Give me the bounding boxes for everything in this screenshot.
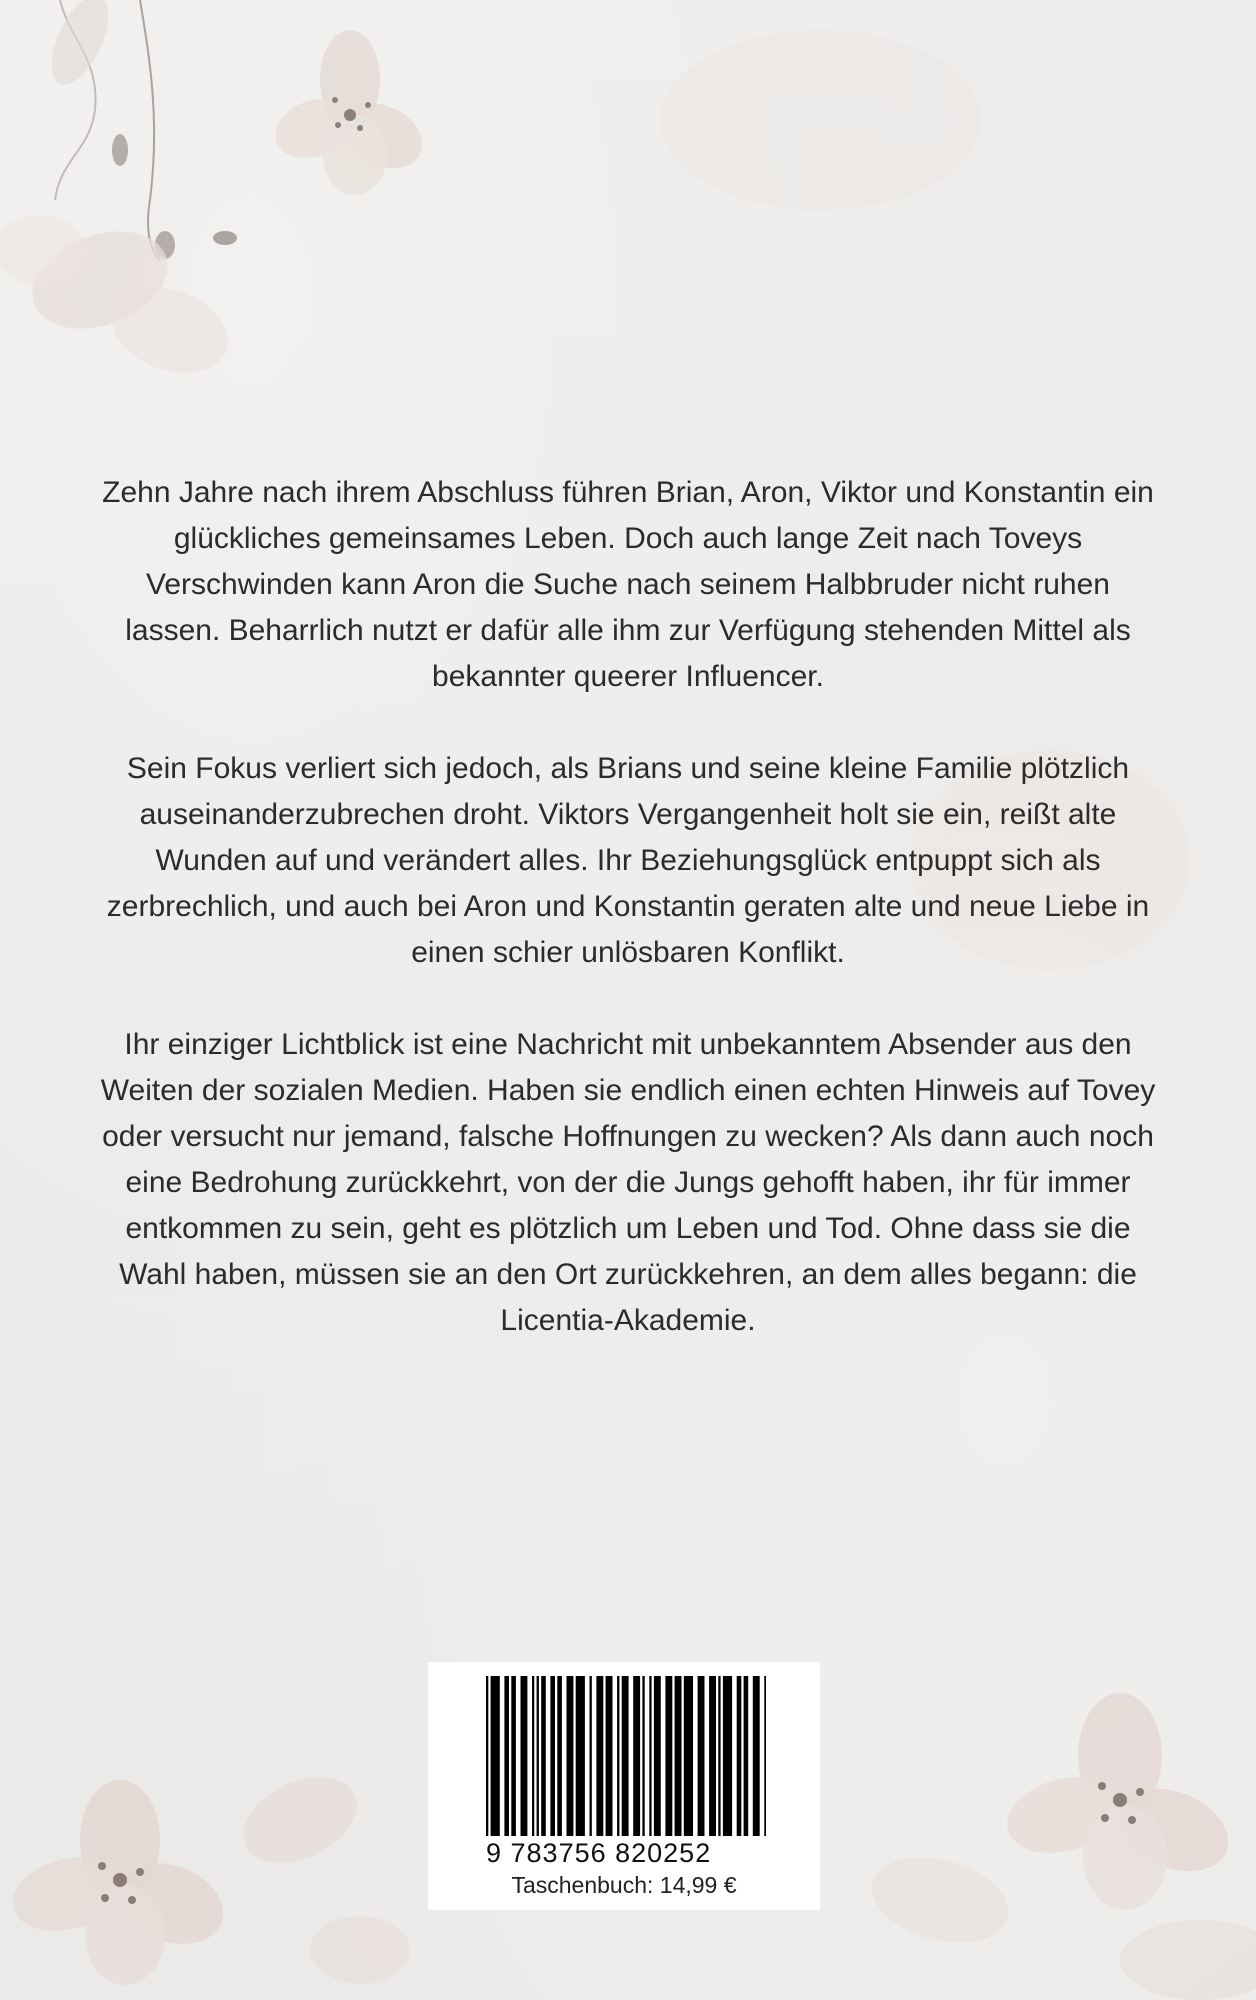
barcode-bar xyxy=(764,1676,766,1836)
barcode-bar xyxy=(511,1676,516,1836)
blurb-paragraph-1: Zehn Jahre nach ihrem Abschluss führen Brian, Aron, Viktor und Konstantin ein glückliches gemeinsames Leben. Doch auch lange Zeit nach Toveys Verschwinden kann Aron die Suche nach seinem Halbbruder nicht ruhen lassen. Beharrlich nutzt er dafür alle ihm zur Verfügung stehenden Mittel als bekannter queerer Influencer. xyxy=(102,476,1154,693)
barcode-bar xyxy=(723,1676,732,1836)
barcode-bar xyxy=(622,1676,629,1836)
bottom-left-flowers xyxy=(5,1760,410,1985)
barcode-bar xyxy=(675,1676,682,1836)
barcode-bar xyxy=(532,1676,534,1836)
barcode-bar xyxy=(550,1676,555,1836)
barcode-bar xyxy=(753,1676,760,1836)
price-label: Taschenbuch: 14,99 € xyxy=(511,1872,737,1898)
barcode-box xyxy=(428,1662,820,1910)
barcode-bar xyxy=(709,1676,716,1836)
blurb-paragraph-3: Ihr einziger Lichtblick ist eine Nachricht mit unbekanntem Absender aus den Weiten der sozialen Medien. Haben sie endlich einen echten Hinweis auf Tovey oder versucht nur jemand, falsche Hoffnungen zu wecken? Als dann auch noch eine Bedrohung zurückkehrt, von der die Jungs gehofft haben, ihr für immer entkommen zu sein, geht es plötzlich um Leben und Tod. Ohne dass sie die Wahl haben, müssen sie an den Ort zurückkehren, an dem alles begann: die Licentia-Akademie. xyxy=(100,1028,1156,1337)
barcode-bar xyxy=(617,1676,619,1836)
barcode-bar xyxy=(504,1676,509,1836)
barcode-bar xyxy=(649,1676,651,1836)
blurb-text xyxy=(100,470,1156,1390)
barcode-bar xyxy=(684,1676,693,1836)
barcode-bar xyxy=(596,1676,603,1836)
barcode-bar xyxy=(567,1676,574,1836)
bottom-right-flowers xyxy=(862,1693,1256,2000)
barcode-bar xyxy=(486,1676,488,1836)
barcode-bar xyxy=(557,1676,562,1836)
barcode-bar xyxy=(576,1676,585,1836)
isbn-barcode xyxy=(486,1676,766,1854)
barcode-bar xyxy=(718,1676,720,1836)
barcode-bar xyxy=(537,1676,539,1836)
barcode-bar xyxy=(744,1676,749,1836)
barcode-bar xyxy=(606,1676,613,1836)
top-left-flowers xyxy=(0,0,433,388)
barcode-bar xyxy=(665,1676,672,1836)
barcode-bar xyxy=(633,1676,640,1836)
blurb-paragraph-2: Sein Fokus verliert sich jedoch, als Brians und seine kleine Familie plötzlich auseinanderzubrechen droht. Viktors Vergangenheit holt sie ein, reißt alte Wunden auf und verändert alles. Ihr Beziehungsglück entpuppt sich als zerbrechlich, und auch bei Aron und Konstantin geraten alte und neue Liebe in einen schier unlösbaren Konflikt. xyxy=(106,752,1150,969)
barcode-bar xyxy=(521,1676,528,1836)
barcode-bar xyxy=(642,1676,644,1836)
barcode-bar xyxy=(698,1676,705,1836)
isbn-digits: 9 783756 820252 xyxy=(486,1838,712,1868)
barcode-bar xyxy=(590,1676,592,1836)
barcode-bar xyxy=(491,1676,500,1836)
barcode-bar xyxy=(541,1676,546,1836)
barcode-bar xyxy=(654,1676,661,1836)
barcode-bar xyxy=(737,1676,742,1836)
